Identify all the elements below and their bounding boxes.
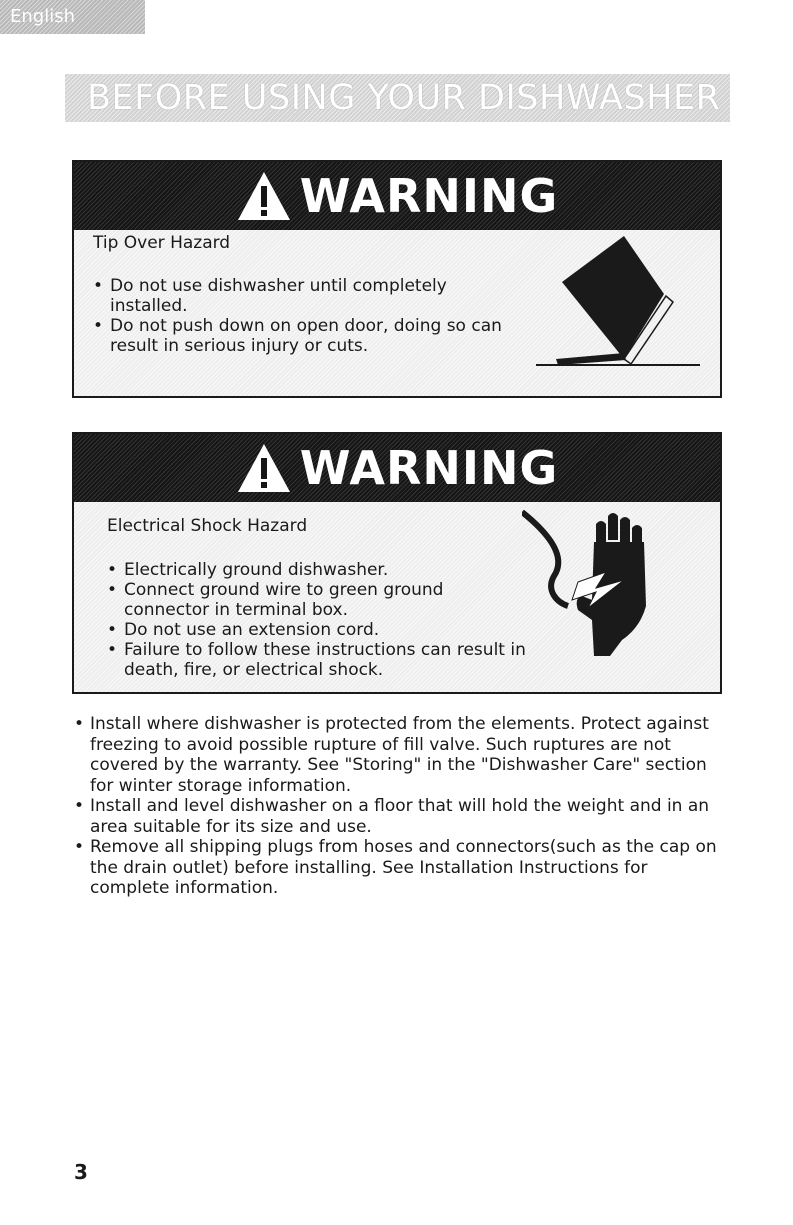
- language-tab: English: [0, 0, 145, 34]
- list-item: • Install and level dishwasher on a floor that will hold the weight and in an area suitable for its size and use.: [74, 796, 724, 837]
- warning-triangle-icon: [236, 170, 292, 222]
- list-item: • Do not use an extension cord.: [107, 620, 527, 640]
- tip-over-warning: [72, 160, 722, 398]
- list-item: • Do not push down on open door, doing so can result in serious injury or cuts.: [93, 316, 513, 356]
- electrical-shock-hazard-icon: [522, 510, 670, 660]
- electrical-shock-warning: [72, 432, 722, 694]
- hazard-title: Tip Over Hazard: [93, 233, 231, 253]
- list-item: • Failure to follow these instructions can result in death, fire, or electrical shock.: [107, 640, 527, 680]
- list-item: • Connect ground wire to green ground connector in terminal box.: [107, 580, 527, 620]
- list-item: • Install where dishwasher is protected from the elements. Protect against freezing to avoid possible rupture of fill valve. Such ruptures are not covered by the warranty. See "Storing" in the "Dishwasher Care" section for winter storage information.: [74, 714, 724, 796]
- list-item: • Remove all shipping plugs from hoses and connectors(such as the cap on the drain outlet) before installing. See Installation Instructions for complete information.: [74, 837, 724, 899]
- hazard-title: Electrical Shock Hazard: [107, 516, 308, 536]
- page-title: BEFORE USING YOUR DISHWASHER: [65, 74, 730, 122]
- tip-over-hazard-icon: [536, 234, 700, 374]
- warning-label: WARNING: [299, 441, 559, 495]
- warning-header: [74, 434, 720, 502]
- page-number: 3: [74, 1160, 88, 1184]
- warning-triangle-icon: [236, 442, 292, 494]
- list-item: • Electrically ground dishwasher.: [107, 560, 527, 580]
- hazard-list: [107, 560, 527, 680]
- hazard-list: [93, 276, 513, 356]
- list-item: • Do not use dishwasher until completely installed.: [93, 276, 513, 316]
- warning-header: [74, 162, 720, 230]
- instruction-list: [74, 714, 724, 899]
- warning-label: WARNING: [299, 169, 559, 223]
